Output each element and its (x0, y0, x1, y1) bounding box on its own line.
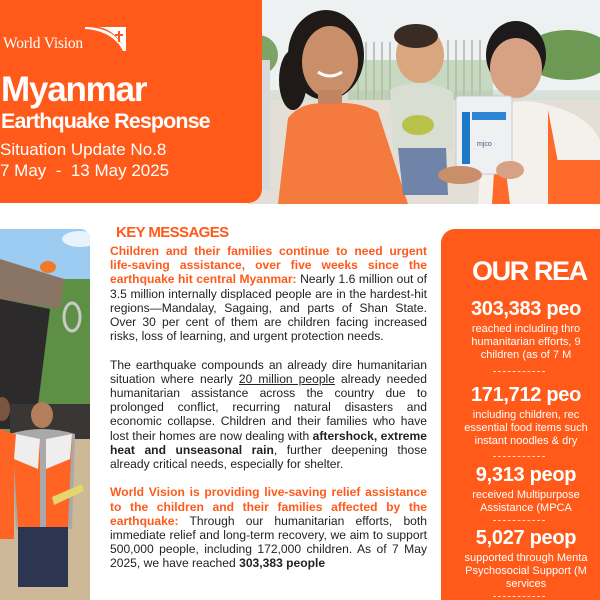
key-message-2-bold: aftershock, extreme heat and unseasonal rain (110, 428, 427, 457)
stat-number: 5,027 peop (475, 527, 577, 549)
stat-description (441, 409, 600, 448)
stat-desc-line: instant noodles & dry (474, 435, 578, 447)
stat-desc-line: services (505, 578, 547, 590)
stat-desc-line: reached including thro (471, 323, 581, 335)
stat-number: 303,383 peo (470, 298, 582, 320)
stat-mpca (441, 465, 600, 515)
key-message-3-bold: 303,383 people (239, 556, 326, 571)
key-messages-heading: KEY MESSAGES (116, 224, 229, 241)
logo-star-icon (85, 26, 127, 52)
hero-photo (248, 0, 600, 204)
date-range: 7 May - 13 May 2025 (0, 161, 170, 180)
hero-photo-illustration (248, 0, 600, 204)
key-message-1-lead: Children and their families continue to need urgent life-saving assistance, over five weeks since the earthquake hit central Myanmar: (110, 244, 427, 287)
divider (493, 456, 545, 457)
key-message-1 (110, 244, 427, 343)
stat-people-reached (441, 299, 600, 362)
side-photo-illustration (0, 229, 90, 600)
logo-text: World Vision (3, 35, 83, 52)
key-message-2 (110, 358, 427, 472)
stat-desc-line: humanitarian efforts, 9 (471, 336, 581, 348)
stat-desc-line: supported through Menta (464, 552, 588, 564)
key-message-3-lead: World Vision is providing live-saving relief assistance to the children and their families affected by the earthquake: (110, 485, 427, 528)
key-messages-body (110, 244, 427, 585)
our-reach-heading: OUR REA (472, 256, 587, 286)
situation-update-label: Situation Update No.8 (0, 140, 167, 159)
header-banner (0, 0, 262, 203)
stat-number: 171,712 peo (470, 384, 582, 406)
stat-desc-line: including children, rec (472, 409, 580, 421)
stat-mhpss (441, 528, 600, 591)
key-message-3 (110, 485, 427, 570)
key-message-3-text: Through our humanitarian efforts, both immediate relief and long-term recovery, we aim to support 500,000 people, including 172,000 children. As of 7 May 2025, we have reached (110, 513, 427, 571)
stat-description (441, 552, 600, 591)
20-million-people-link[interactable]: 20 million people (238, 371, 335, 386)
stat-desc-line: received Multipurpose (472, 489, 580, 501)
key-message-2-text-c: , further deepening those already critical needs, especially for shelter. (110, 442, 427, 472)
stat-food-items (441, 385, 600, 448)
stat-desc-line: Assistance (MPCA (480, 502, 572, 514)
stat-description (441, 489, 600, 515)
page-title: Myanmar (1, 70, 147, 109)
stat-desc-line: children (as of 7 M (480, 349, 572, 361)
key-message-2-text-a: The earthquake compounds an already dire humanitarian situation where nearly (110, 357, 427, 386)
divider (493, 371, 545, 372)
divider (493, 596, 545, 597)
stat-desc-line: Psychosocial Support (M (465, 565, 587, 577)
side-photo (0, 229, 90, 600)
divider (493, 520, 545, 521)
key-message-2-text-b: already needed humanitarian assistance across the country due to prolonged conflict, recurring natural disasters and economic collapse. Children and their families who have lost their homes are now dealing with (110, 371, 427, 443)
stat-description (441, 323, 600, 362)
svg-text:mjco: mjco (477, 141, 492, 148)
our-reach-card (441, 229, 600, 600)
page-subtitle: Earthquake Response (1, 109, 210, 133)
stat-number: 9,313 peop (475, 464, 577, 486)
world-vision-logo (3, 26, 127, 52)
stat-desc-line: essential food items such (464, 422, 588, 434)
key-message-1-text: Nearly 1.6 million out of 3.5 million internally displaced people are in the hardest-hit regions—Mandalay, Sagaing, and parts of Shan State. Over 30 per cent of them are children facing increased risks, loss of learning, and urgent protection needs. (110, 272, 427, 344)
